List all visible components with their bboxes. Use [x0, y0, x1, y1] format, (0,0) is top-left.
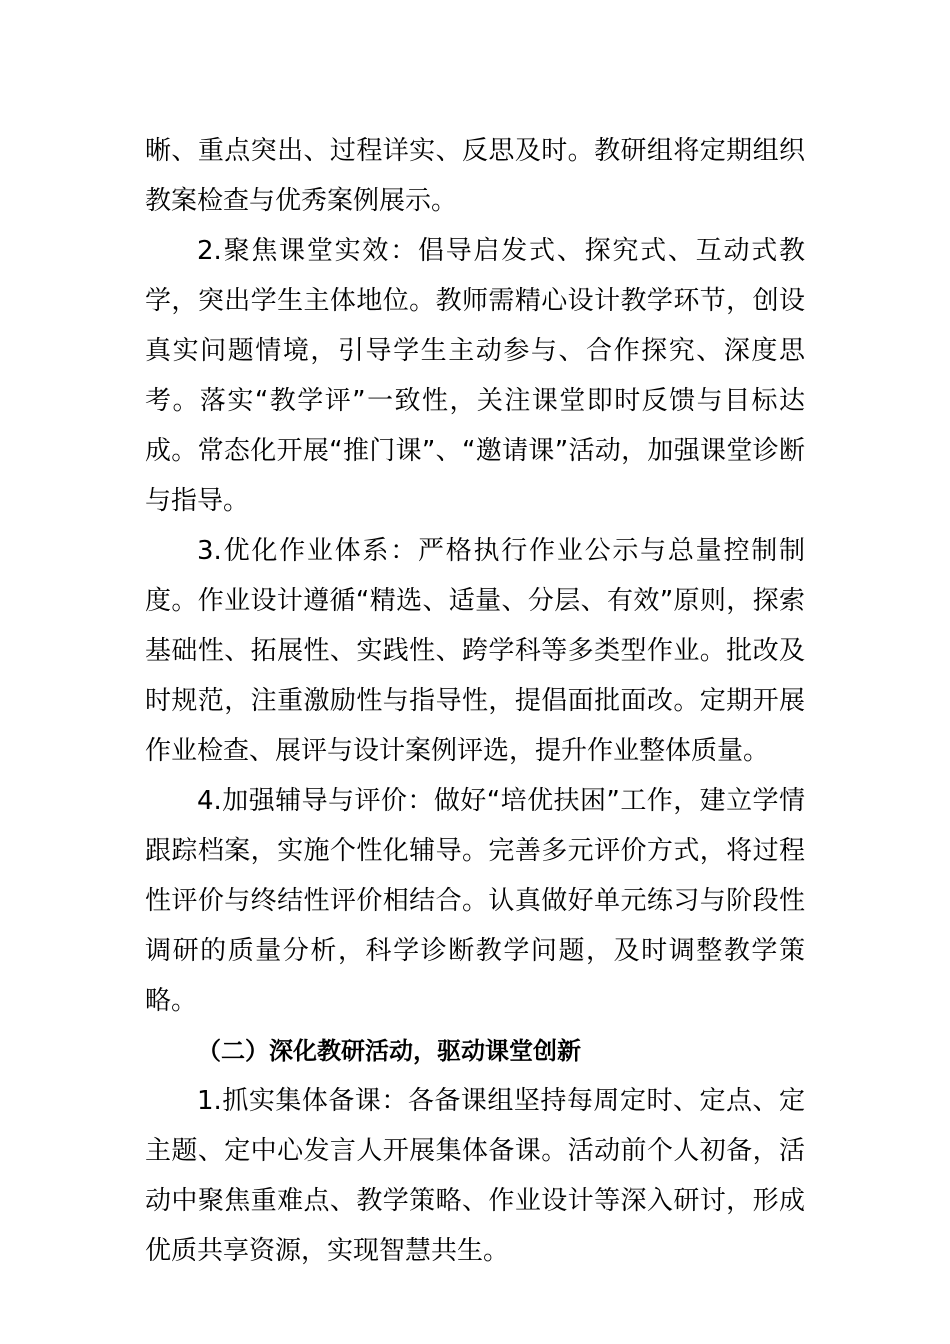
document-body [145, 126, 805, 1276]
section-heading: （二）深化教研活动，驱动课堂创新 [197, 1037, 581, 1065]
paragraph-classroom-effectiveness: 2.聚焦课堂实效：倡导启发式、探究式、互动式教学，突出学生主体地位。教师需精心设计教学环节，创设真实问题情境，引导学生主动参与、合作探究、深度思考。落实“教学评”一致性，关注课堂即时反馈与目标达成。常态化开展“推门课”、“邀请课”活动，加强课堂诊断与指导。 [145, 236, 805, 516]
paragraph-homework-system: 3.优化作业体系：严格执行作业公示与总量控制制度。作业设计遵循“精选、适量、分层、有效”原则，探索基础性、拓展性、实践性、跨学科等多类型作业。批改及时规范，注重激励性与指导性，提倡面批面改。定期开展作业检查、展评与设计案例评选，提升作业整体质量。 [145, 536, 805, 766]
paragraph-collective-lesson-prep: 1.抓实集体备课：各备课组坚持每周定时、定点、定主题、定中心发言人开展集体备课。活动前个人初备，活动中聚焦重难点、教学策略、作业设计等深入研讨，形成优质共享资源，实现智慧共生。 [145, 1086, 805, 1266]
paragraph-tutoring-evaluation: 4.加强辅导与评价：做好“培优扶困”工作，建立学情跟踪档案，实施个性化辅导。完善多元评价方式，将过程性评价与终结性评价相结合。认真做好单元练习与阶段性调研的质量分析，科学诊断教学问题，及时调整教学策略。 [145, 786, 805, 1016]
paragraph-continuation: 晰、重点突出、过程详实、反思及时。教研组将定期组织教案检查与优秀案例展示。 [145, 136, 805, 216]
